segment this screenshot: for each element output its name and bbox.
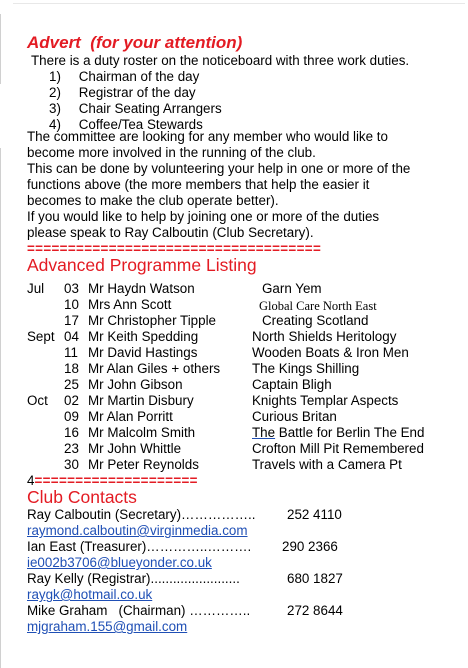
duty-number: 4): [49, 117, 61, 132]
section-separator: ====================================: [27, 241, 322, 256]
contact-email-link[interactable]: ie002b3706@blueyonder.co.uk: [27, 555, 212, 570]
margin-rule-top: [0, 14, 1, 84]
programme-topic: Crofton Mill Pit Remembered: [252, 441, 424, 456]
programme-topic: Garn Yem: [262, 281, 322, 296]
programme-speaker: Mr John Gibson: [88, 377, 183, 392]
contact-label: Ray Kelly (Registrar)........................: [27, 571, 240, 586]
programme-month: Jul: [27, 281, 45, 296]
programme-speaker: Mr Malcolm Smith: [88, 425, 196, 440]
margin-rule-bottom: [0, 148, 1, 668]
duty-label: Chair Seating Arrangers: [78, 101, 222, 116]
duty-number: 1): [49, 69, 61, 84]
contact-email-link[interactable]: mjgraham.155@gmail.com: [27, 619, 188, 634]
programme-speaker: Mr Martin Disbury: [88, 393, 194, 408]
duty-item: [27, 85, 196, 101]
contact-label: Ian East (Treasurer)…………..……….: [27, 539, 252, 554]
duty-number: 3): [49, 101, 61, 116]
programme-day: 03: [64, 281, 79, 296]
programme-speaker: Mr Peter Reynolds: [88, 457, 199, 472]
programme-topic-rest: Battle for Berlin The End: [275, 425, 425, 440]
programme-speaker: Mr Christopher Tipple: [88, 313, 217, 328]
duty-item: [27, 101, 222, 117]
programme-day: 25: [64, 377, 79, 392]
contact-phone: 680 1827: [287, 571, 343, 586]
duty-item: [27, 69, 199, 85]
duty-label: Registrar of the day: [78, 85, 196, 100]
programme-day: 17: [64, 313, 79, 328]
programme-topic: The Kings Shilling: [252, 361, 360, 376]
programme-topic: Global Care North East: [259, 299, 377, 313]
programme-speaker: Mr David Hastings: [88, 345, 198, 360]
programme-day: 30: [64, 457, 79, 472]
duty-number: 2): [49, 85, 61, 100]
advert-paragraph-line: functions above (the more members that help the easier it: [27, 177, 370, 192]
separator-prefix: 4: [27, 473, 35, 488]
programme-day: 10: [64, 297, 79, 312]
advert-paragraph-line: This can be done by volunteering your help in one or more of the: [27, 161, 411, 176]
contact-email-link[interactable]: raymond.calboutin@virginmedia.com: [27, 523, 248, 538]
advert-paragraph-line: The committee are looking for any member who would like to: [27, 129, 388, 144]
advert-paragraph-line: become more involved in the running of the club.: [27, 145, 316, 160]
contact-email-link[interactable]: raygk@hotmail.co.uk: [27, 587, 153, 602]
duty-label: Coffee/Tea Stewards: [78, 117, 203, 132]
programme-speaker: Mr Keith Spedding: [88, 329, 199, 344]
programme-day: 11: [64, 345, 78, 360]
advert-paragraph-line: becomes to make the club operate better).: [27, 193, 279, 208]
advert-intro: There is a duty roster on the noticeboard with three work duties.: [31, 53, 410, 68]
programme-heading: Advanced Programme Listing: [27, 255, 257, 275]
programme-speaker: Mrs Ann Scott: [88, 297, 172, 312]
programme-topic: Creating Scotland: [262, 313, 369, 328]
programme-topic: North Shields Heritology: [252, 329, 397, 344]
contact-phone: 290 2366: [282, 539, 338, 554]
programme-day: 18: [64, 361, 79, 376]
contact-phone: 272 8644: [287, 603, 343, 618]
advert-paragraph-line: please speak to Ray Calboutin (Club Secretary).: [27, 225, 314, 240]
programme-month: Oct: [27, 393, 48, 408]
duty-label: Chairman of the day: [78, 69, 200, 84]
separator-rule: ====================: [34, 473, 198, 488]
top-rule: [13, 3, 465, 4]
programme-speaker: Mr Alan Porritt: [88, 409, 173, 424]
programme-topic: Travels with a Camera Pt: [252, 457, 402, 472]
advert-paragraph-line: If you would like to help by joining one or more of the duties: [27, 209, 380, 224]
programme-topic: Knights Templar Aspects: [252, 393, 399, 408]
programme-day: 23: [64, 441, 79, 456]
programme-day: 09: [64, 409, 79, 424]
programme-topic: Curious Britan: [252, 409, 337, 424]
programme-speaker: Mr Alan Giles + others: [88, 361, 221, 376]
programme-day: 02: [64, 393, 79, 408]
programme-speaker: Mr John Whittle: [88, 441, 182, 456]
contact-label: Mike Graham (Chairman) …………..: [27, 603, 251, 618]
programme-day: 04: [64, 329, 79, 344]
advert-heading: Advert (for your attention): [27, 33, 243, 52]
programme-topic: Wooden Boats & Iron Men: [252, 345, 409, 360]
programme-month: Sept: [27, 329, 55, 344]
contact-label: Ray Calboutin (Secretary)……………..: [27, 507, 256, 522]
contact-phone: 252 4110: [287, 507, 342, 522]
programme-topic: [252, 425, 424, 441]
programme-topic: Captain Bligh: [252, 377, 332, 392]
contacts-heading: Club Contacts: [27, 487, 137, 507]
programme-day: 16: [64, 425, 79, 440]
programme-speaker: Mr Haydn Watson: [88, 281, 195, 296]
programme-topic-prefix: The: [252, 425, 276, 440]
